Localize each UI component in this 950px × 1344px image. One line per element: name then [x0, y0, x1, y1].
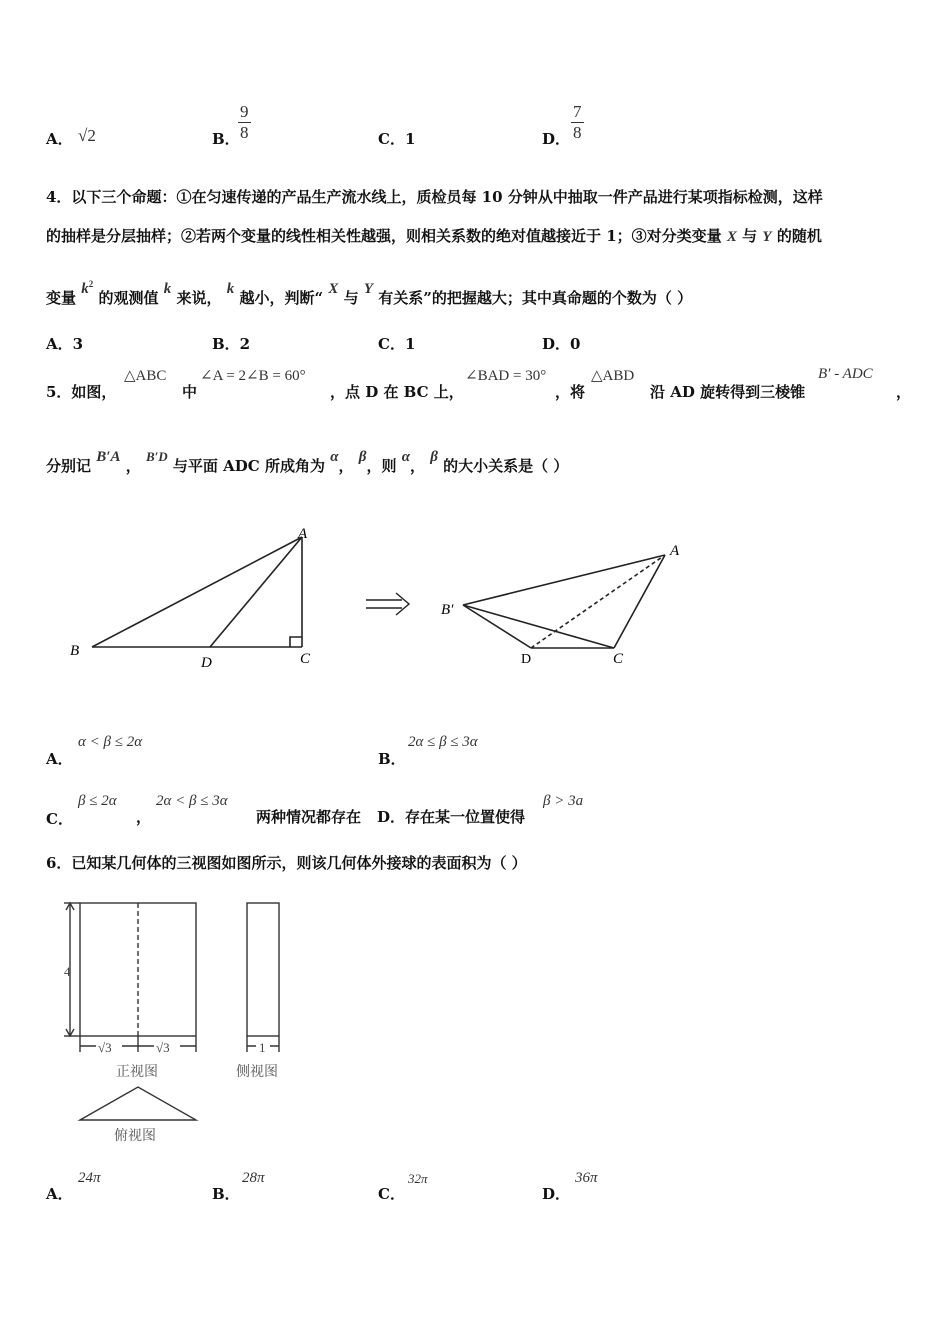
q4-line-3-b: 的观测值	[98, 289, 159, 307]
q5-sep: ，	[125, 457, 141, 475]
right-angle-mark	[290, 637, 302, 647]
three-view-figure	[0, 890, 320, 1150]
label-a: A	[298, 526, 308, 542]
q5-option-c-sep: ，	[136, 808, 152, 826]
label-d: D	[201, 655, 212, 671]
label-d-prime-fig: D	[521, 652, 532, 667]
q4-option-b: B．2	[212, 335, 251, 353]
q5-option-b-label: B．	[378, 750, 406, 768]
superscript-2: 2	[88, 279, 94, 289]
q4-line-2-end: 的随机	[776, 227, 822, 245]
q6-option-c-value: 32π	[408, 1171, 428, 1186]
q5-option-c-text: 两种情况都存在	[256, 808, 362, 826]
triangle-figure	[92, 537, 302, 647]
q5-option-c-value-1: β ≤ 2α	[78, 793, 117, 809]
top-view-label: 俯视图	[114, 1129, 156, 1144]
q5-option-c-label: C．	[46, 810, 73, 828]
q3-option-a-value: √2	[78, 126, 96, 145]
q5-line-2-c: 的大小关系是（ ）	[443, 457, 569, 475]
q4-line-3-e: 有关系”的把握越大；其中真命题的个数为（ ）	[378, 289, 693, 307]
q4-option-d: D．0	[542, 335, 581, 353]
q5-zhong: 中	[182, 383, 198, 401]
q5-option-a-value: α < β ≤ 2α	[78, 734, 143, 750]
q5-sep-2: ，	[338, 457, 354, 475]
edge-ba	[92, 537, 302, 647]
q5-lead: 5．如图，	[46, 383, 117, 401]
fraction-numerator: 9	[240, 102, 249, 121]
q5-pyramid: B′ - ADC	[818, 366, 873, 382]
q6-option-c-label: C．	[378, 1185, 405, 1203]
var-y: Y	[762, 229, 772, 245]
q3-option-b-label: B．	[212, 130, 240, 148]
beta: β	[358, 449, 367, 465]
q5-sep-3: ，	[410, 457, 426, 475]
dim-width-2: √3	[156, 1040, 170, 1055]
q5-option-a-label: A．	[46, 750, 73, 768]
q5-line-2-b: 与平面 ADC 所成角为	[172, 457, 325, 475]
edge-b-d	[463, 605, 531, 648]
q5-angles: ∠A = 2∠B = 60°	[200, 368, 306, 384]
label-b-prime: B′	[441, 602, 454, 618]
q6-option-d-label: D．	[542, 1185, 571, 1203]
label-c: C	[300, 651, 311, 667]
label-b: B	[70, 643, 80, 659]
var-x: X	[726, 229, 737, 245]
var-y-2: Y	[363, 281, 373, 297]
fraction-denominator: 8	[240, 123, 249, 142]
q6-option-a-value: 24π	[78, 1170, 101, 1186]
q3-option-d-label: D．	[542, 130, 571, 148]
k-symbol-2: k	[226, 281, 235, 297]
side-view	[247, 903, 279, 1052]
q5-along: 沿 AD 旋转得到三棱锥	[650, 383, 806, 401]
q4-line-3-a: 变量	[46, 289, 77, 307]
front-view-label: 正视图	[116, 1065, 158, 1080]
q4-line-2-text: 的抽样是分层抽样；②若两个变量的线性相关性越强，则相关系数的绝对值越接近于 1；③对分类变量	[46, 227, 722, 245]
q5-point-d: ，点 D 在 BC 上，	[330, 383, 464, 401]
edge-ad	[210, 537, 302, 647]
q5-line-2	[46, 449, 569, 476]
side-view-label: 侧视图	[236, 1065, 278, 1080]
label-a-prime-fig: A	[670, 543, 680, 559]
q5-angle-bad: ∠BAD = 30°	[465, 368, 547, 384]
q4-option-c: C．1	[378, 335, 416, 353]
q6-option-b-value: 28π	[242, 1170, 265, 1186]
q4-line-3	[46, 279, 693, 308]
edge-b-c	[463, 605, 614, 648]
k-symbol: k	[81, 281, 89, 297]
k-squared	[81, 279, 93, 297]
q4-line-2	[46, 225, 822, 246]
q5-option-d-value: β > 3a	[543, 793, 584, 809]
q3-option-c: C．1	[378, 130, 416, 148]
front-view	[64, 903, 196, 1052]
q4-and-2: 与	[343, 289, 359, 307]
alpha-2: α	[401, 449, 410, 465]
dim-side: 1	[259, 1040, 266, 1055]
fraction-numerator: 7	[573, 102, 582, 121]
edge-d-a-hidden	[531, 555, 665, 648]
q4-line-1: 4．以下三个命题：①在匀速传递的产品生产流水线上，质检员每 10 分钟从中抽取一件产品进行某项指标检测，这样	[46, 188, 823, 206]
alpha: α	[330, 449, 339, 465]
q4-option-a: A．3	[46, 335, 84, 353]
fraction-denominator: 8	[573, 123, 582, 142]
q5-ze: ，则	[366, 457, 397, 475]
q5-figure	[0, 500, 950, 690]
q5-option-c-value-2: 2α < β ≤ 3α	[156, 793, 228, 809]
label-c-prime-fig: C	[613, 651, 624, 667]
segment-bd: B′D	[145, 449, 168, 464]
q6-option-d-value: 36π	[575, 1170, 598, 1186]
q4-line-3-c: 来说，	[176, 289, 222, 307]
triangle-abd: △ABD	[591, 368, 635, 384]
edge-c-a	[614, 555, 665, 648]
q6-stem: 6．已知某几何体的三视图如图所示，则该几何体外接球的表面积为（ ）	[46, 854, 527, 872]
dim-height-label: 4	[64, 964, 71, 979]
pyramid-figure	[463, 555, 665, 648]
top-view	[80, 1087, 196, 1120]
double-arrow-icon	[366, 593, 409, 615]
q5-option-d-label: D．存在某一位置使得	[377, 808, 526, 826]
q6-option-b-label: B．	[212, 1185, 240, 1203]
q5-comma: ，	[896, 383, 912, 401]
dim-width-1: √3	[98, 1040, 112, 1055]
q3-option-d-fraction	[571, 102, 584, 143]
q4-line-3-d: 越小，判断“	[239, 289, 324, 307]
q6-option-a-label: A．	[46, 1185, 73, 1203]
edge-b-a	[463, 555, 665, 605]
beta-2: β	[430, 449, 438, 465]
q5-line-2-a: 分别记	[46, 457, 92, 475]
k-symbol: k	[163, 281, 172, 297]
segment-ba: B′A	[96, 449, 121, 465]
q3-option-b-fraction	[238, 102, 251, 143]
q3-option-a-label: A．	[46, 130, 73, 148]
q4-and: 与	[742, 227, 758, 245]
q5-option-b-value: 2α ≤ β ≤ 3α	[408, 734, 478, 750]
var-x-2: X	[328, 281, 339, 297]
triangle-abc: △ABC	[124, 368, 167, 384]
q5-jiang: ，将	[555, 383, 586, 401]
